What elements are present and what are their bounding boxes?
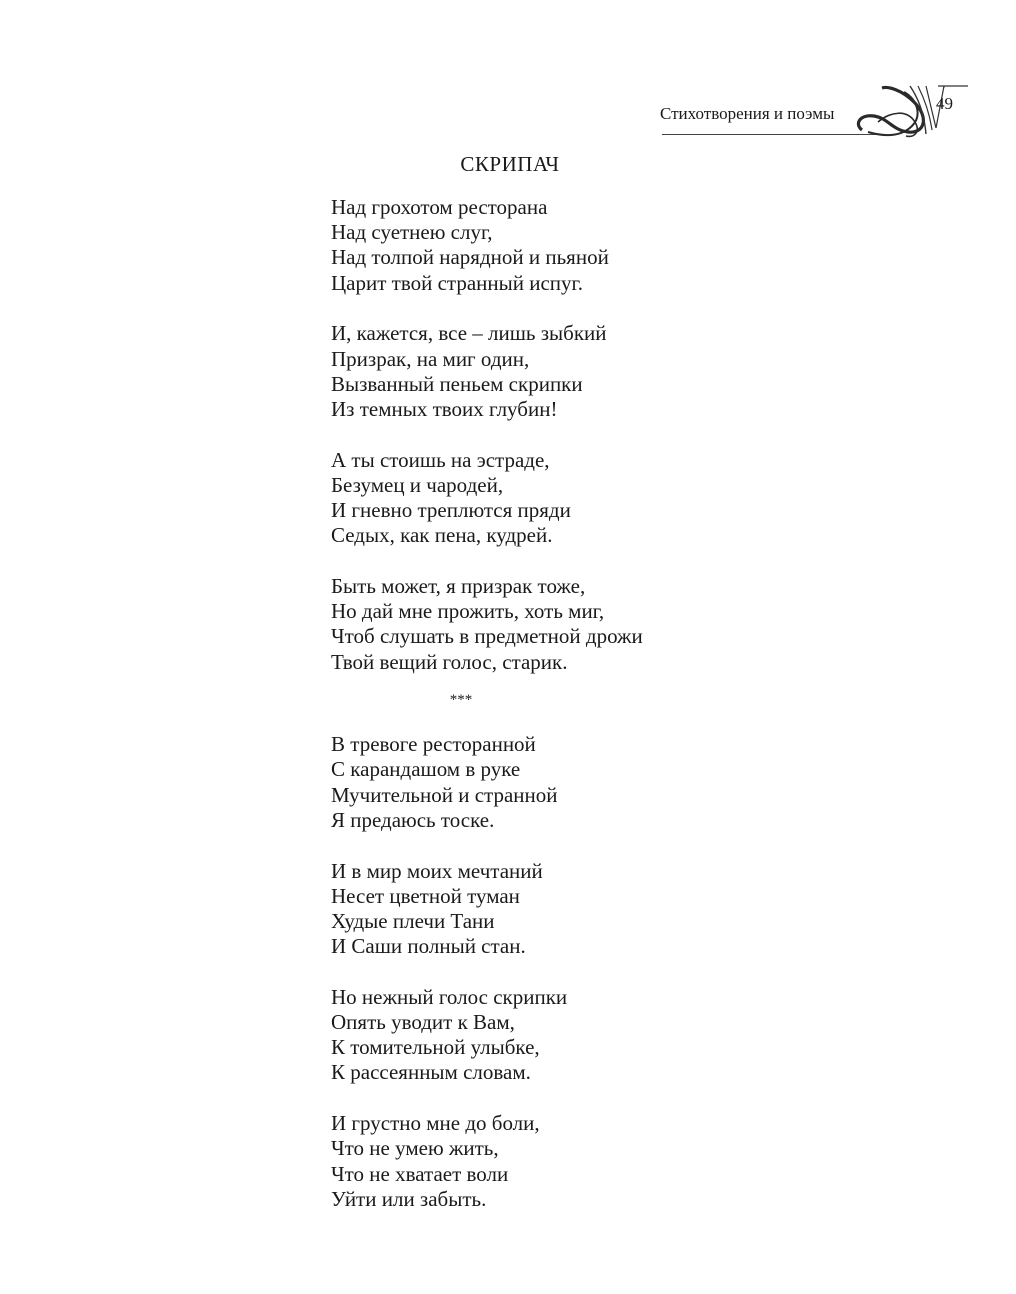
poem-line: Что не умею жить, <box>331 1136 499 1161</box>
page-number: 49 <box>936 94 953 113</box>
poem-line: Над толпой нарядной и пьяной <box>331 245 609 270</box>
poem-line: Мучительной и странной <box>331 782 558 807</box>
poem-line: К томительной улыбке, <box>331 1035 540 1060</box>
poem-line: Над грохотом ресторана <box>331 195 548 219</box>
swirl-ornament-icon <box>852 78 972 142</box>
poem-line: К рассеянным словам. <box>331 1060 531 1085</box>
poem-line: Что не хватает воли <box>331 1161 509 1186</box>
poem-part-2 <box>331 732 771 1212</box>
poem-line: Призрак, на миг один, <box>331 346 530 371</box>
header-rule <box>662 134 882 135</box>
poem-line: И Саши полный стан. <box>331 934 526 959</box>
poem-body <box>331 195 771 1238</box>
poem-line: Но дай мне прожить, хоть миг, <box>331 599 605 624</box>
poem-line: И гневно треплются пряди <box>331 498 571 523</box>
poem-line: В тревоге ресторанной <box>331 732 536 757</box>
stanza <box>331 574 771 675</box>
poem-line: Худые плечи Тани <box>331 908 495 933</box>
poem-line: А ты стоишь на эстраде, <box>331 447 550 472</box>
stanza <box>331 1111 771 1212</box>
poem-line: И грустно мне до боли, <box>331 1111 540 1136</box>
stanza <box>331 859 771 960</box>
poem-line: Но нежный голос скрипки <box>331 984 568 1009</box>
poem-line: Чтоб слушать в предметной дрожи <box>331 624 643 649</box>
poem-line: Царит твой странный испуг. <box>331 270 584 295</box>
poem-line: Я предаюсь тоске. <box>331 807 495 832</box>
stanza <box>331 321 771 422</box>
section-separator: *** <box>449 692 473 709</box>
stanza <box>331 448 771 549</box>
running-title: Стихотворения и поэмы <box>660 104 835 123</box>
poem-line: Вызванный пеньем скрипки <box>331 371 583 396</box>
poem-line: Твой вещий голос, старик. <box>331 649 568 674</box>
poem-line: Седых, как пена, кудрей. <box>331 523 553 548</box>
stanza <box>331 195 771 296</box>
poem-line: Несет цветной туман <box>331 883 520 908</box>
poem-line: Безумец и чародей, <box>331 472 504 497</box>
stanza <box>331 732 771 833</box>
poem-line: Из темных твоих глубин! <box>331 396 558 421</box>
poem-line: Опять уводит к Вам, <box>331 1010 515 1035</box>
poem-part-1 <box>331 195 771 675</box>
poem-line: С карандашом в руке <box>331 757 521 782</box>
poem-line: Быть может, я призрак тоже, <box>331 573 586 598</box>
poem-title: СКРИПАЧ <box>460 152 560 176</box>
poem-line: Над суетнею слуг, <box>331 220 493 245</box>
poem-line: Уйти или забыть. <box>331 1186 487 1211</box>
stanza <box>331 985 771 1086</box>
poem-line: И в мир моих мечтаний <box>331 858 543 883</box>
poem-line: И, кажется, все – лишь зыбкий <box>331 321 607 346</box>
running-header <box>640 78 980 148</box>
